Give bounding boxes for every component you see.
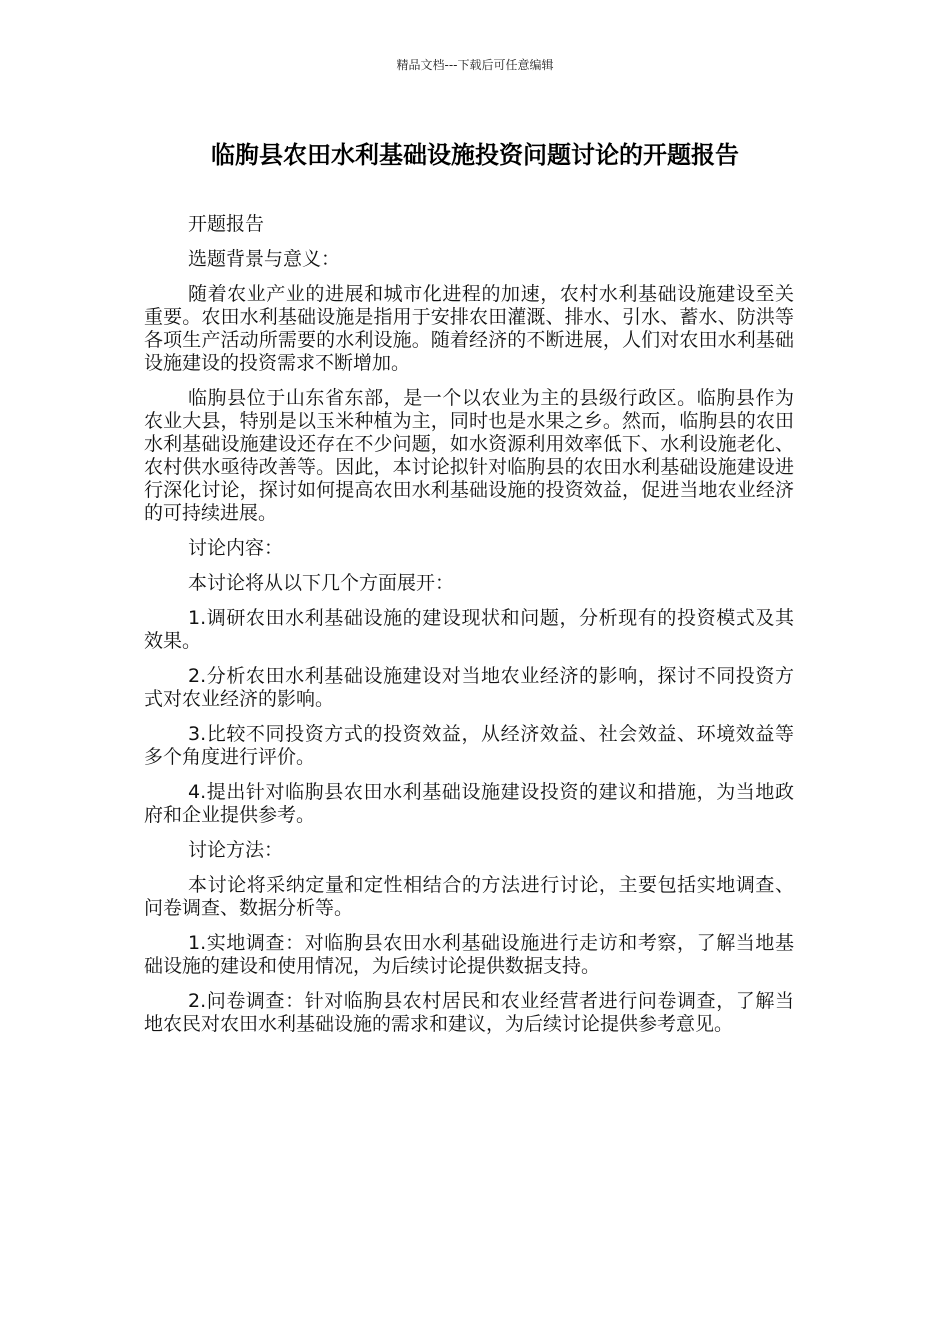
paragraph-content-intro: 本讨论将从以下几个方面展开：: [188, 572, 455, 594]
paragraph-background-1: 随着农业产业的进展和城市化进程的加速，农村水利基础设施建设至关重要。农田水利基础设施是指用于安排农田灌溉、排水、引水、蓄水、防洪等各项生产活动所需要的水利设施。随着经济的不断进展，人们对农田水利基础设施建设的投资需求不断增加。: [144, 283, 794, 374]
paragraph-method-item-2: 2.问卷调查：针对临朐县农村居民和农业经营者进行问卷调查，了解当地农民对农田水利基础设施的需求和建议，为后续讨论提供参考意见。: [144, 990, 794, 1035]
page-header-note: 精品文档---下载后可任意编辑: [396, 58, 554, 72]
paragraph-method-heading: 讨论方法：: [188, 839, 284, 861]
document-body: [144, 213, 794, 1048]
paragraph-content-heading: 讨论内容：: [188, 537, 284, 559]
paragraph-section-heading: 开题报告: [188, 213, 265, 235]
paragraph-method-item-1: 1.实地调查：对临朐县农田水利基础设施进行走访和考察，了解当地基础设施的建设和使用情况，为后续讨论提供数据支持。: [144, 932, 794, 977]
paragraph-background-heading: 选题背景与意义：: [188, 248, 341, 270]
paragraph-content-item-4: 4.提出针对临朐县农田水利基础设施建设投资的建议和措施，为当地政府和企业提供参考。: [144, 781, 794, 826]
paragraph-content-item-3: 3.比较不同投资方式的投资效益，从经济效益、社会效益、环境效益等多个角度进行评价。: [144, 723, 794, 768]
document-title: 临朐县农田水利基础设施投资问题讨论的开题报告: [211, 141, 739, 169]
paragraph-method-intro: 本讨论将采纳定量和定性相结合的方法进行讨论，主要包括实地调查、问卷调查、数据分析等。: [144, 874, 794, 919]
paragraph-background-2: 临朐县位于山东省东部，是一个以农业为主的县级行政区。临朐县作为农业大县，特别是以玉米种植为主，同时也是水果之乡。然而，临朐县的农田水利基础设施建设还存在不少问题，如水资源利用效率低下、水利设施老化、农村供水亟待改善等。因此，本讨论拟针对临朐县的农田水利基础设施建设进行深化讨论，探讨如何提高农田水利基础设施的投资效益，促进当地农业经济的可持续进展。: [144, 387, 794, 524]
paragraph-content-item-1: 1.调研农田水利基础设施的建设现状和问题，分析现有的投资模式及其效果。: [144, 607, 794, 652]
paragraph-content-item-2: 2.分析农田水利基础设施建设对当地农业经济的影响，探讨不同投资方式对农业经济的影响。: [144, 665, 794, 710]
